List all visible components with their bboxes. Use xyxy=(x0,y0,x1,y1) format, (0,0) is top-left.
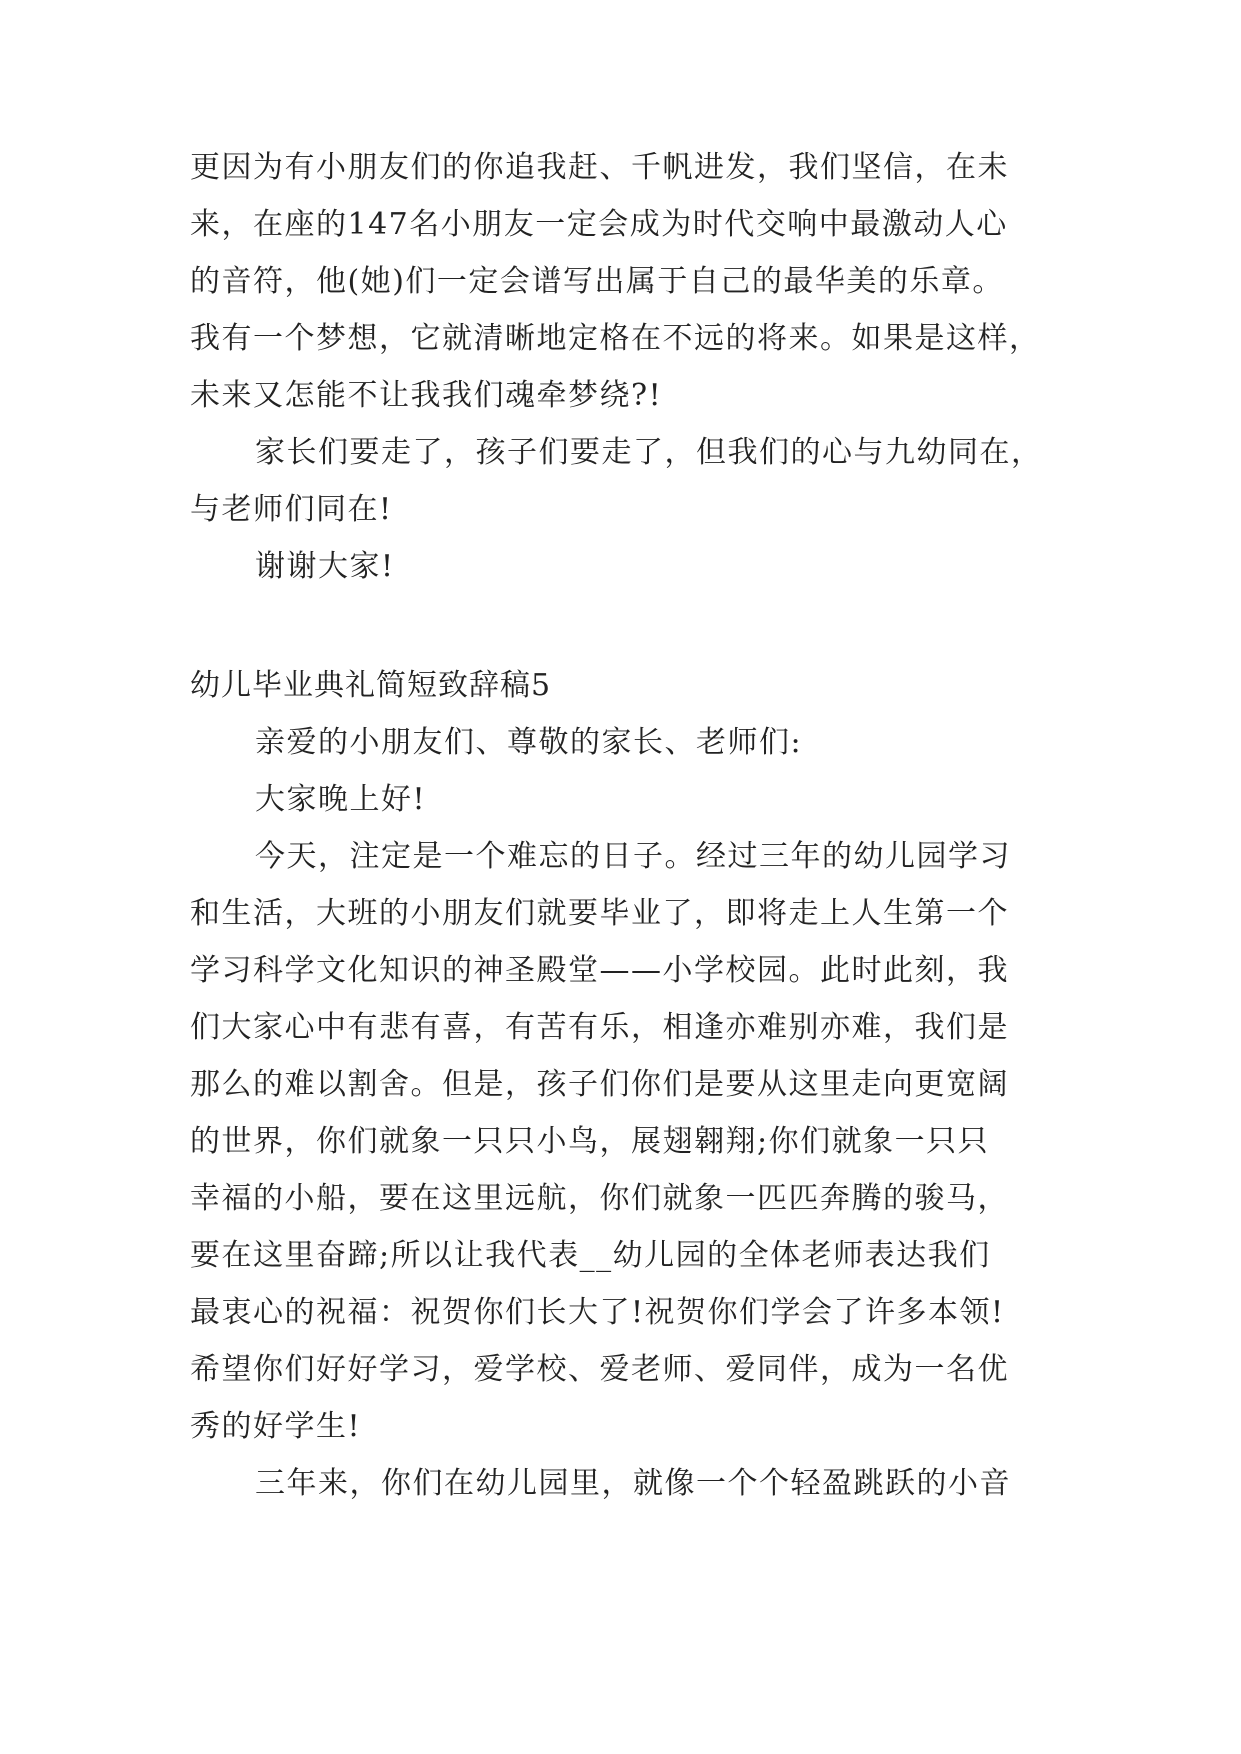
text-line: 我有一个梦想，它就清晰地定格在不远的将来。如果是这样， xyxy=(190,321,1041,356)
text-line: 秀的好学生! xyxy=(190,1409,362,1444)
text-line: 更因为有小朋友们的你追我赶、千帆进发，我们坚信，在未 xyxy=(190,150,1009,185)
paragraph-first-line: 今天，注定是一个难忘的日子。经过三年的幼儿园学习 xyxy=(255,839,1011,874)
section-heading: 幼儿毕业典礼简短致辞稿5 xyxy=(190,668,552,703)
text-line: 那么的难以割舍。但是，孩子们你们是要从这里走向更宽阔 xyxy=(190,1067,1009,1102)
text-line: 幸福的小船，要在这里远航，你们就象一匹匹奔腾的骏马， xyxy=(190,1181,1009,1216)
text-line: 和生活，大班的小朋友们就要毕业了，即将走上人生第一个 xyxy=(190,896,1009,931)
text-line: 学习科学文化知识的神圣殿堂——小学校园。此时此刻，我 xyxy=(190,953,1009,988)
text-line: 来，在座的147名小朋友一定会成为时代交响中最激动人心 xyxy=(190,207,1008,242)
paragraph-first-line: 三年来，你们在幼儿园里，就像一个个轻盈跳跃的小音 xyxy=(255,1466,1011,1501)
text-line: 的音符，他(她)们一定会谱写出属于自己的最华美的乐章。 xyxy=(190,264,1004,299)
text-line: 与老师们同在! xyxy=(190,492,393,527)
text-line: 们大家心中有悲有喜，有苦有乐，相逢亦难别亦难，我们是 xyxy=(190,1010,1009,1045)
greeting: 大家晚上好! xyxy=(255,782,427,817)
text-line: 希望你们好好学习，爱学校、爱老师、爱同伴，成为一名优 xyxy=(190,1352,1009,1387)
closing-thanks: 谢谢大家! xyxy=(255,549,395,584)
salutation: 亲爱的小朋友们、尊敬的家长、老师们: xyxy=(255,725,803,760)
text-line: 的世界，你们就象一只只小鸟，展翅翱翔;你们就象一只只 xyxy=(190,1124,990,1159)
paragraph-first-line: 家长们要走了，孩子们要走了，但我们的心与九幼同在， xyxy=(255,435,1043,470)
text-line: 最衷心的祝福：祝贺你们长大了!祝贺你们学会了许多本领! xyxy=(190,1295,1005,1330)
text-line: 未来又怎能不让我我们魂牵梦绕?! xyxy=(190,378,663,413)
text-line: 要在这里奋蹄;所以让我代表__幼儿园的全体老师表达我们 xyxy=(190,1238,991,1273)
